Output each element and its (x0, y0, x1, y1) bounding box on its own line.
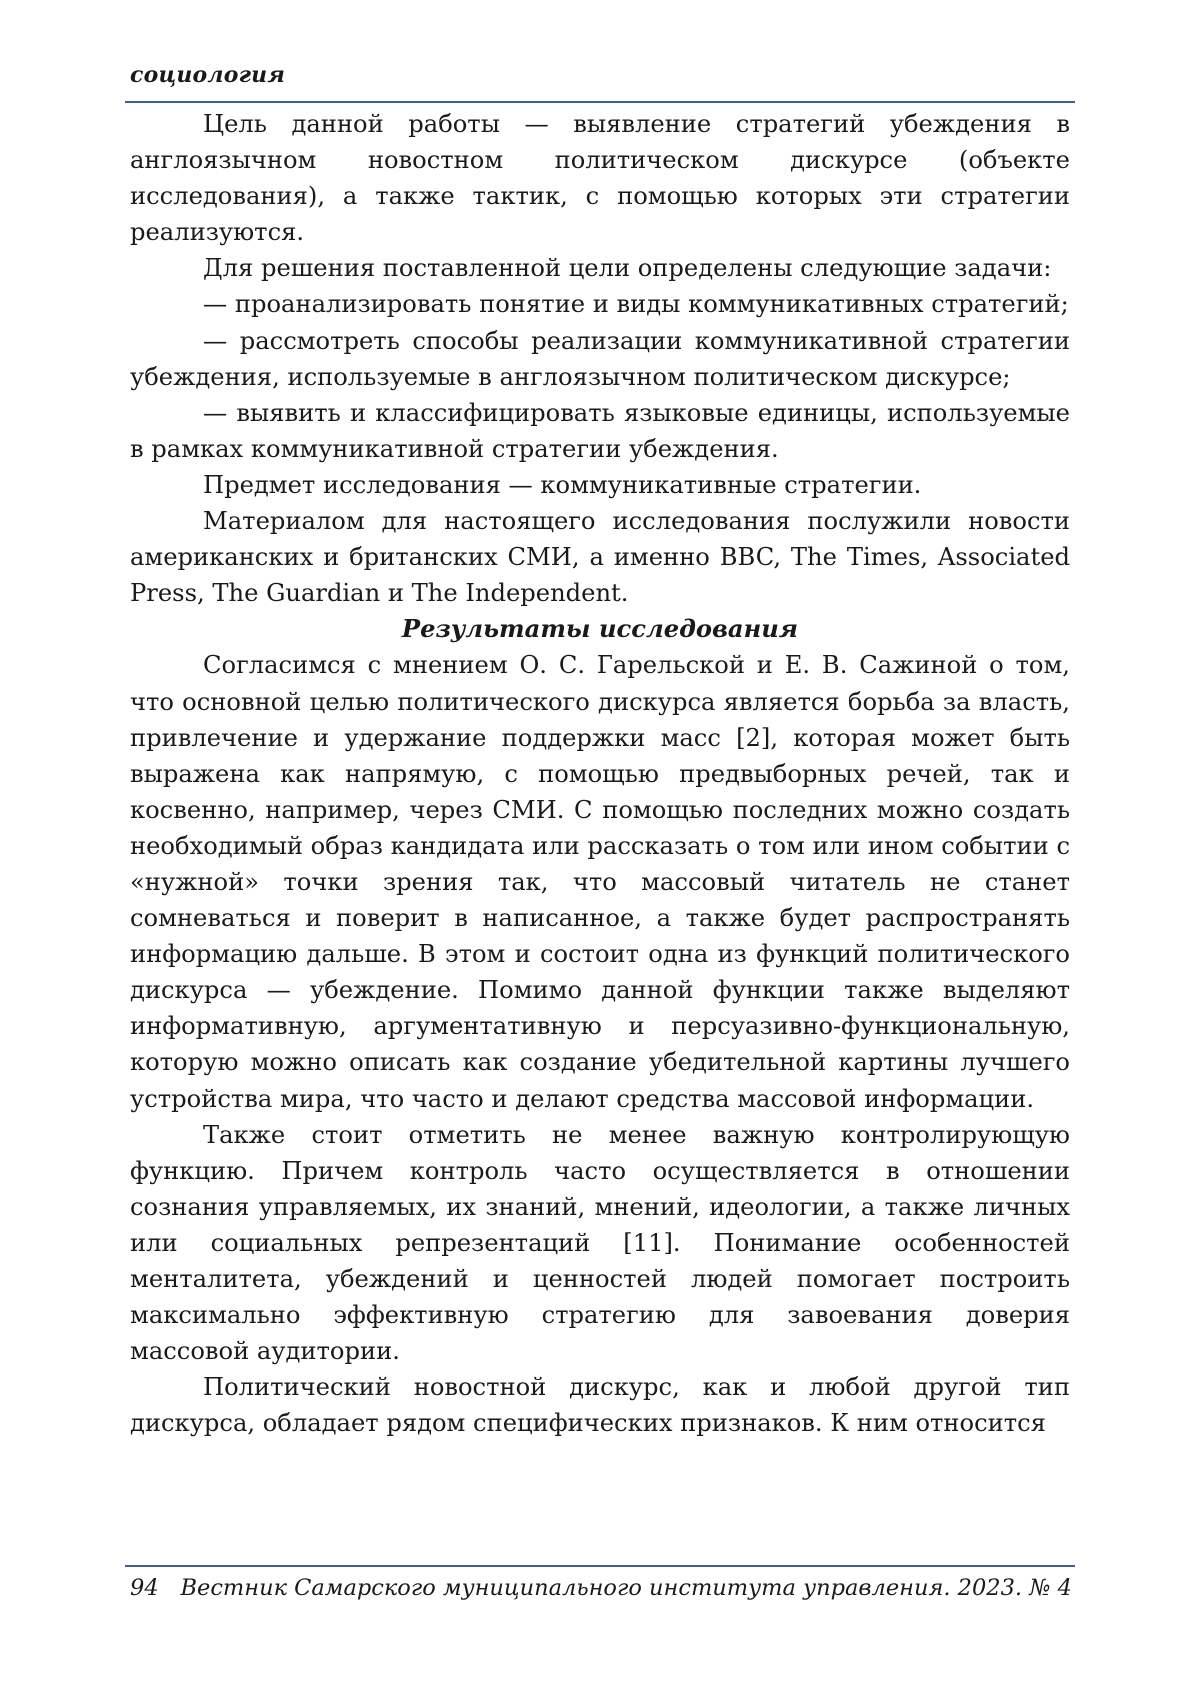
paragraph-goal: Цель данной работы — выявление стратегий убеждения в англоязычном новостном политическом дискурсе (объекте исследования), а также тактик, с помощью которых эти стратегии реализуются. (130, 110, 1070, 247)
task-item-3: — выявить и классифицировать языковые единицы, используемые в рамках коммуникативной стратегии убеждения. (130, 398, 1070, 463)
running-header-section: социология (130, 62, 286, 88)
task-item-1: — проанализировать понятие и виды коммуникативных стратегий; (203, 290, 1069, 319)
article-body (130, 106, 1070, 1441)
paragraph-results-3: Политический новостной дискурс, как и любой другой тип дискурса, обладает рядом специфических признаков. К ним относится (130, 1373, 1070, 1438)
paragraph-tasks-intro: Для решения поставленной цели определены следующие задачи: (203, 254, 1052, 283)
journal-citation: Вестник Самарского муниципального института управления. 2023. № 4 (180, 1575, 1072, 1601)
task-item-2: — рассмотреть способы реализации коммуникативной стратегии убеждения, используемые в англоязычном политическом дискурсе; (130, 326, 1070, 391)
paragraph-material: Материалом для настоящего исследования послужили новости американских и британских СМИ, а именно BBC, The Times, Associated Press, The Guardian и The Independent. (130, 507, 1070, 608)
paragraph-results-2: Также стоит отметить не менее важную контролирующую функцию. Причем контроль часто осуществляется в отношении сознания управляемых, их знаний, мнений, идеологии, а также личных или социальных репрезентаций [11]. Понимание особенностей менталитета, убеждений и ценностей людей помогает построить максимально эффективную стратегию для завоевания доверия массовой аудитории. (130, 1120, 1070, 1366)
header-rule (125, 101, 1075, 103)
paragraph-results-1: Согласимся с мнением О. С. Гарельской и Е. В. Сажиной о том, что основной целью политического дискурса является борьба за власть, привлечение и удержание поддержки масс [2], которая может быть выражена как напрямую, с помощью предвыборных речей, так и косвенно, например, через СМИ. С помощью последних можно создать необходимый образ кандидата или рассказать о том или ином событии с «нужной» точки зрения так, что массовый читатель не станет сомневаться и поверит в написанное, а также будет распространять информацию дальше. В этом и состоит одна из функций политического дискурса — убеждение. Помимо данной функции также выделяют информативную, аргументативную и персуазивно-функциональную, которую можно описать как создание убедительной картины лучшего устройства мира, что часто и делают средства массовой информации. (130, 651, 1070, 1113)
section-heading-results: Результаты исследования (401, 614, 799, 644)
paragraph-subject: Предмет исследования — коммуникативные стратегии. (203, 470, 922, 499)
page-number: 94 (130, 1575, 159, 1601)
page-footer (130, 1575, 1072, 1605)
footer-rule (125, 1565, 1075, 1567)
